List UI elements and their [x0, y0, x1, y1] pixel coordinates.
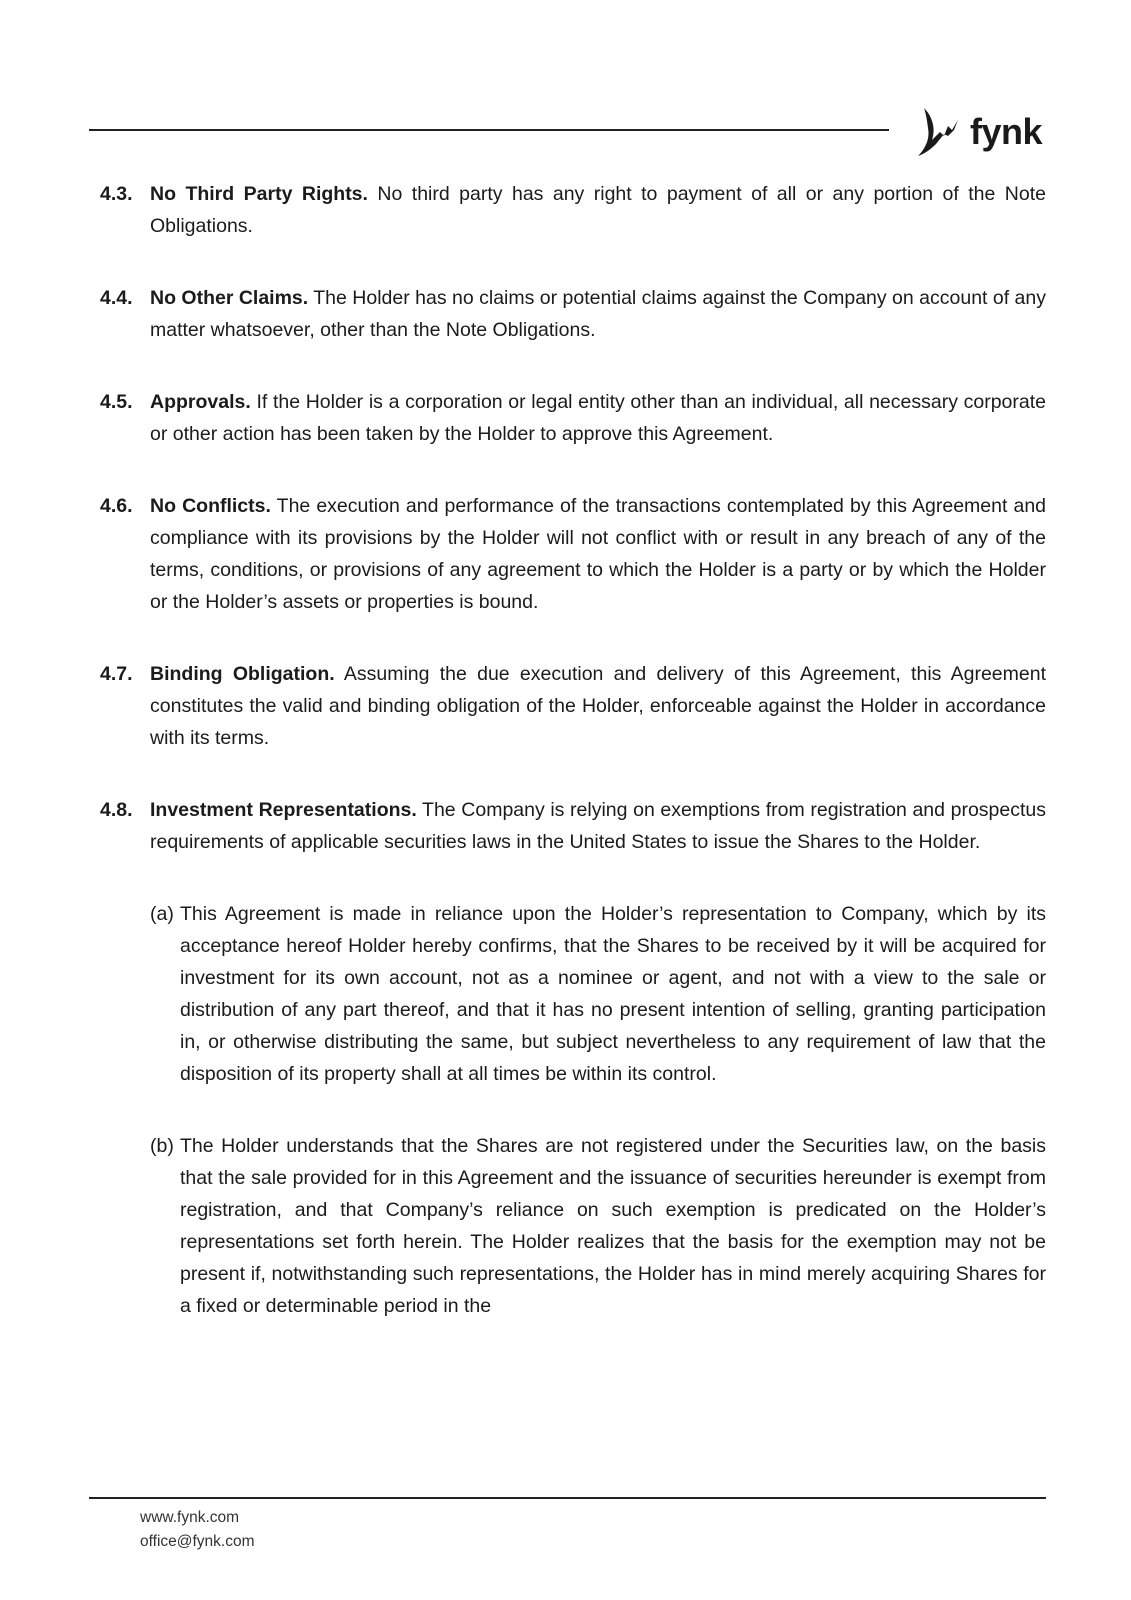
clause-number: 4.5.: [100, 391, 133, 413]
clause-number: 4.3.: [100, 183, 133, 205]
logo-wordmark: fynk: [970, 111, 1043, 152]
clause-title: No Other Claims.: [150, 287, 309, 309]
subclause-a: [100, 898, 1046, 1090]
clause-number: 4.8.: [100, 799, 133, 821]
clause-text: The Holder has no claims or potential claims against the Company on account of any matter whatsoever, other than the Note Obligations.: [150, 287, 1046, 341]
company-logo: [918, 106, 1048, 160]
subclause-letter: (b): [150, 1135, 174, 1157]
clause-number: 4.6.: [100, 495, 133, 517]
clause-text: If the Holder is a corporation or legal entity other than an individual, all necessary corporate or other action has been taken by the Holder to approve this Agreement.: [150, 391, 1046, 445]
clause-title: No Conflicts.: [150, 495, 271, 517]
clause-title: Approvals.: [150, 391, 251, 413]
footer-website-link[interactable]: www.fynk.com: [140, 1509, 240, 1526]
clause-title: Binding Obligation.: [150, 663, 335, 685]
bird-logo-icon: [918, 106, 968, 160]
footer-divider: [89, 1497, 1046, 1499]
clause-number: 4.4.: [100, 287, 133, 309]
clause-text: Assuming the due execution and delivery of this Agreement, this Agreement constitutes the valid and binding obligation of the Holder, enforceable against the Holder in accordance with its terms.: [150, 663, 1046, 749]
clause-title: No Third Party Rights.: [150, 183, 368, 205]
clause-4-4: [100, 282, 1046, 346]
subclause-letter: (a): [150, 903, 174, 925]
clause-text: The Company is relying on exemptions from registration and prospectus requirements of applicable securities laws in the United States to issue the Shares to the Holder.: [150, 799, 1046, 853]
clause-number: 4.7.: [100, 663, 133, 685]
clause-4-8: [100, 794, 1046, 858]
footer: [140, 1506, 255, 1554]
clause-4-6: [100, 490, 1046, 618]
clause-4-5: [100, 386, 1046, 450]
clause-title: Investment Representations.: [150, 799, 417, 821]
subclause-text: This Agreement is made in reliance upon the Holder’s representation to Company, which by its acceptance hereof Holder hereby confirms, that the Shares to be received by it will be acquired for investment for its own account, not as a nominee or agent, and not with a view to the sale or distribution of any part thereof, and that it has no present intention of selling, granting participation in, or otherwise distributing the same, but subject nevertheless to any requirement of law that the disposition of its property shall at all times be within its control.: [180, 903, 1046, 1085]
clause-4-3: [100, 178, 1046, 242]
clause-text: No third party has any right to payment of all or any portion of the Note Obligations.: [150, 183, 1046, 237]
clause-text: The execution and performance of the transactions contemplated by this Agreement and compliance with its provisions by the Holder will not conflict with or result in any breach of any of the terms, conditions, or provisions of any agreement to which the Holder is a party or by which the Holder or the Holder’s assets or properties is bound.: [150, 495, 1047, 613]
subclause-text: The Holder understands that the Shares are not registered under the Securities law, on the basis that the sale provided for in this Agreement and the issuance of securities hereunder is exempt from registration, and that Company’s reliance on such exemption is predicated on the Holder’s representations set forth herein. The Holder realizes that the basis for the exemption may not be present if, notwithstanding such representations, the Holder has in mind merely acquiring Shares for a fixed or determinable period in the: [180, 1135, 1046, 1317]
subclause-b: [100, 1130, 1046, 1322]
document-body: [100, 178, 1046, 1362]
footer-email-link[interactable]: office@fynk.com: [140, 1533, 255, 1550]
header-divider: [89, 129, 889, 131]
clause-4-7: [100, 658, 1046, 754]
